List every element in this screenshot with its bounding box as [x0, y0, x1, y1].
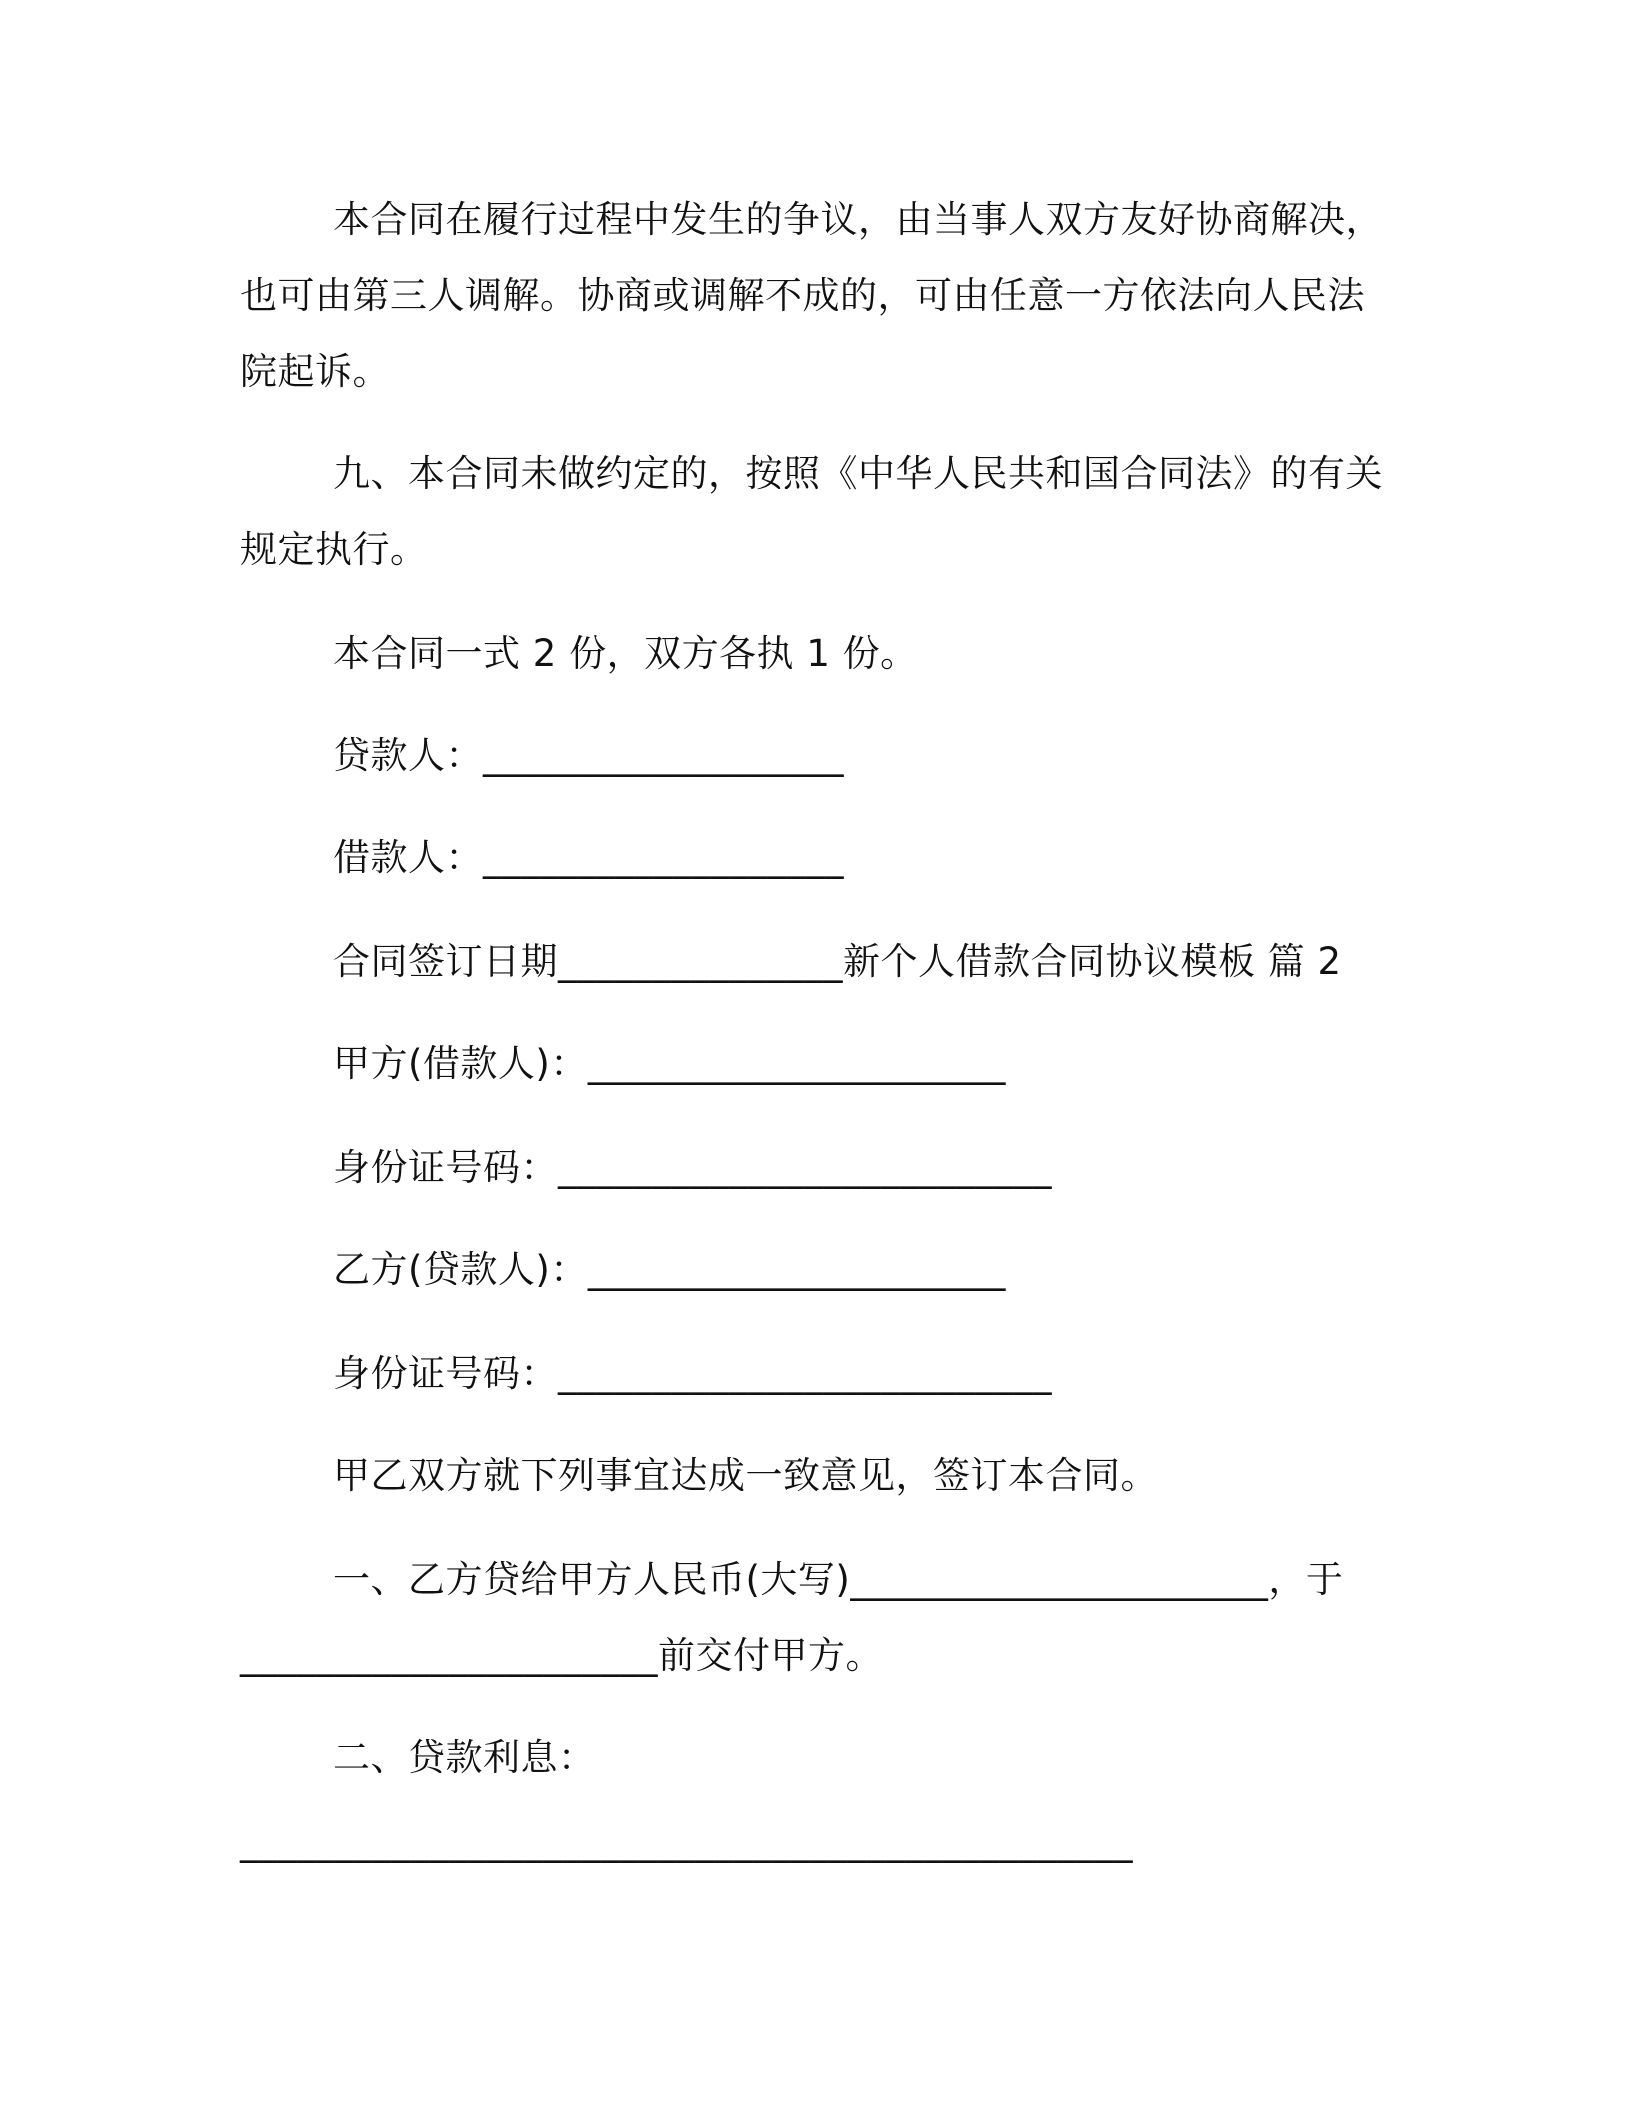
clause-two-blank-line: _______________________________________________ — [240, 1820, 1133, 1863]
paragraph-dispute-line-1: 本合同在履行过程中发生的争议，由当事人双方友好协商解决， — [333, 198, 1383, 241]
clause-one-line-2: ______________________前交付甲方。 — [240, 1634, 883, 1677]
clause-one-line-1: 一、乙方贷给甲方人民币(大写)______________________，于 — [333, 1558, 1344, 1601]
party-a-line: 甲方(借款人)：______________________ — [333, 1042, 1006, 1085]
borrower-signature-line: 借款人：___________________ — [333, 836, 844, 879]
party-b-id-line: 身份证号码：__________________________ — [333, 1352, 1052, 1395]
clause-nine-line-1: 九、本合同未做约定的，按照《中华人民共和国合同法》的有关 — [333, 452, 1383, 495]
party-b-line: 乙方(贷款人)：______________________ — [333, 1248, 1006, 1291]
signing-date-line: 合同签订日期_______________新个人借款合同协议模板 篇 2 — [333, 940, 1342, 983]
paragraph-dispute-line-2: 也可由第三人调解。协商或调解不成的，可由任意一方依法向人民法 — [240, 274, 1365, 317]
agreement-statement: 甲乙双方就下列事宜达成一致意见，签订本合同。 — [333, 1454, 1158, 1497]
clause-nine-line-2: 规定执行。 — [240, 528, 428, 571]
lender-signature-line: 贷款人：___________________ — [333, 734, 844, 777]
paragraph-dispute-line-3: 院起诉。 — [240, 350, 390, 393]
clause-two-heading: 二、贷款利息： — [333, 1736, 596, 1779]
copies-statement: 本合同一式 2 份，双方各执 1 份。 — [333, 632, 918, 675]
party-a-id-line: 身份证号码：__________________________ — [333, 1146, 1052, 1189]
